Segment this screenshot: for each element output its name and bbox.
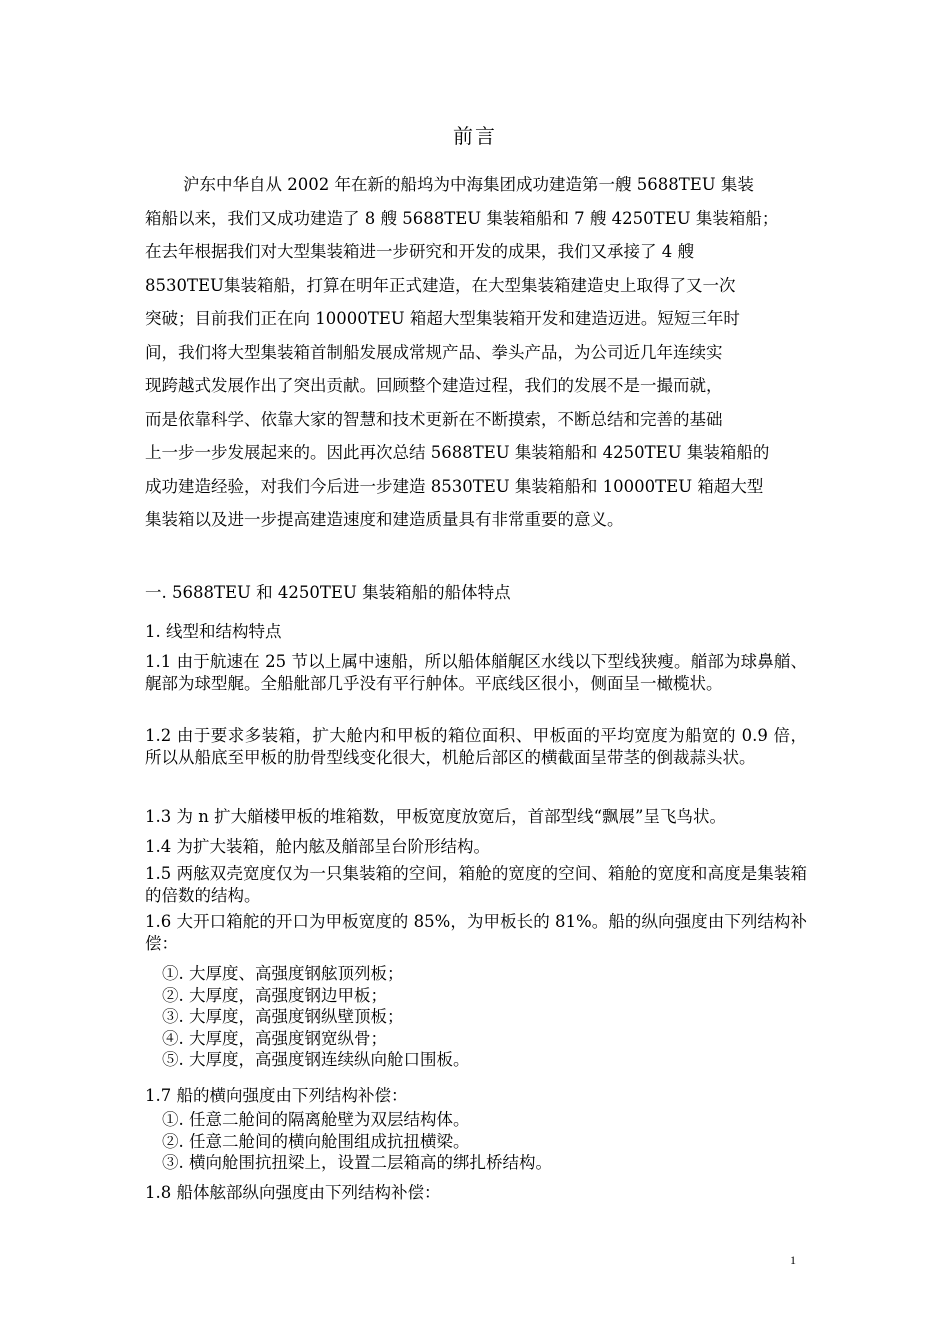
item-1-7-list: [145, 1109, 807, 1174]
list-item: ③. 大厚度，高强度钢纵壁顶板；: [162, 1007, 404, 1026]
intro-line: 上一步一步发展起来的。因此再次总结 5688TEU 集装箱船和 4250TEU 集装箱船的: [145, 443, 770, 462]
intro-line: 在去年根据我们对大型集装箱进一步研究和开发的成果，我们又承接了 4 艘: [145, 242, 694, 261]
item-1-7: 1.7 船的横向强度由下列结构补偿：: [145, 1086, 408, 1105]
item-1-5: 1.5 两舷双壳宽度仅为一只集装箱的空间，箱舱的宽度的空间、箱舱的宽度和高度是集装箱的倍数的结构。: [145, 864, 807, 905]
item-1-4: 1.4 为扩大装箱，舱内舷及艏部呈台阶形结构。: [145, 837, 490, 856]
list-item: ①. 大厚度、高强度钢舷顶列板；: [162, 964, 404, 983]
item-1-8: 1.8 船体舷部纵向强度由下列结构补偿：: [145, 1183, 441, 1202]
list-item: ③. 横向舱围抗扭梁上，设置二层箱高的绑扎桥结构。: [162, 1153, 552, 1172]
list-item: ②. 大厚度，高强度钢边甲板；: [162, 985, 387, 1005]
intro-line: 突破；目前我们正在向 10000TEU 箱超大型集装箱开发和建造迈进。短短三年时: [145, 309, 740, 328]
list-item: ①. 任意二舱间的隔离舱壁为双层结构体。: [162, 1110, 470, 1129]
intro-paragraph: [145, 168, 807, 537]
item-1-6-list: [145, 963, 807, 1071]
item-1-2: 1.2 由于要求多装箱，扩大舱内和甲板的箱位面积、甲板面的平均宽度为船宽的 0.9 倍，所以从船底至甲板的肋骨型线变化很大，机舱后部区的横截面呈带茎的倒裁蒜头状。: [145, 726, 807, 767]
item-1-6: 1.6 大开口箱舵的开口为甲板宽度的 85%，为甲板长的 81%。船的纵向强度由下列结构补偿：: [145, 912, 807, 953]
intro-line: 箱船以来，我们又成功建造了 8 艘 5688TEU 集装箱船和 7 艘 4250TEU 集装箱船；: [145, 208, 779, 228]
list-item: ④. 大厚度，高强度钢宽纵骨；: [162, 1028, 387, 1048]
intro-line: 沪东中华自从 2002 年在新的船坞为中海集团成功建造第一艘 5688TEU 集装: [183, 175, 754, 194]
item-1-1: 1.1 由于航速在 25 节以上属中速船，所以船体艏艉区水线以下型线狭瘦。艏部为球鼻艏、艉部为球型艉。全船舭部几乎没有平行舯体。平底线区很小，侧面呈一橄榄状。: [145, 652, 807, 693]
intro-line: 间，我们将大型集装箱首制船发展成常规产品、拳头产品，为公司近几年连续实: [145, 342, 723, 362]
intro-line: 成功建造经验，对我们今后进一步建造 8530TEU 集装箱船和 10000TEU 箱超大型: [145, 476, 764, 496]
intro-line: 现跨越式发展作出了突出贡献。回顾整个建造过程，我们的发展不是一撮而就，: [145, 376, 723, 395]
subsection-heading: 1. 线型和结构特点: [145, 622, 282, 641]
list-item: ⑤. 大厚度，高强度钢连续纵向舱口围板。: [162, 1050, 470, 1069]
intro-line: 而是依靠科学、依靠大家的智慧和技术更新在不断摸索，不断总结和完善的基础: [145, 409, 723, 429]
page-title: 前言: [453, 124, 497, 148]
section-heading: 一. 5688TEU 和 4250TEU 集装箱船的船体特点: [145, 583, 511, 602]
intro-line: 集装箱以及进一步提高建造速度和建造质量具有非常重要的意义。: [145, 510, 624, 529]
item-1-3: 1.3 为 n 扩大艏楼甲板的堆箱数，甲板宽度放宽后，首部型线“飘展”呈飞鸟状。: [145, 807, 726, 826]
page-number: 1: [790, 1253, 796, 1267]
list-item: ②. 任意二舱间的横向舱围组成抗扭横梁。: [162, 1131, 470, 1151]
intro-line: 8530TEU集装箱船，打算在明年正式建造，在大型集装箱建造史上取得了又一次: [145, 275, 736, 295]
